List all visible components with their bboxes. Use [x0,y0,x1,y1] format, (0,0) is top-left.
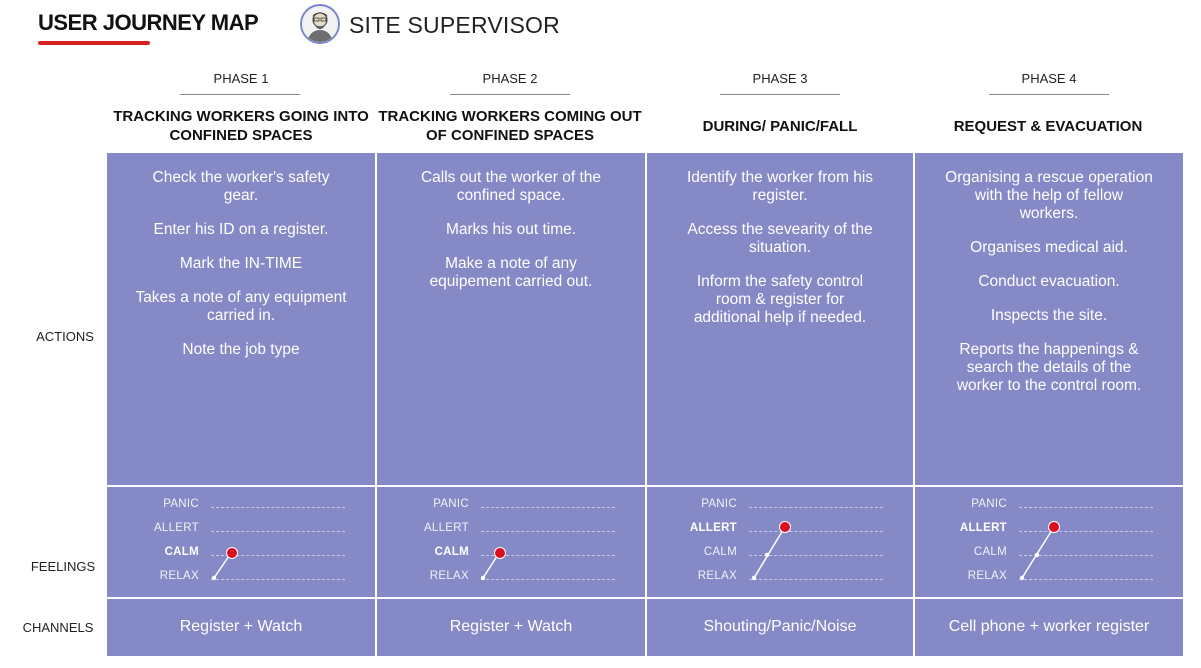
feelings-cell [647,487,913,597]
actions-list [647,153,913,327]
actions-cell [647,153,913,485]
action-item: Inspects the site. [990,307,1108,324]
channel-cell [647,599,913,656]
phase-label: PHASE 2 [482,71,538,86]
page-title: USER JOURNEY MAP [38,10,259,35]
feelings-cell [377,487,645,597]
feeling-level-label: PANIC [971,498,1007,510]
channel-text: Cell phone + worker register [948,618,1150,635]
feeling-level-label: ALLERT [153,522,199,534]
persona-name: SITE SUPERVISOR [349,12,560,38]
phase-title: DURING/ PANIC/FALL [702,117,858,135]
action-item: Conduct evacuation. [978,273,1120,290]
action-item: Calls out the worker of the confined space. [420,169,602,204]
channel-cell [915,599,1183,656]
feelings-cell [915,487,1183,597]
phase-label: PHASE 4 [1021,71,1077,86]
action-item: Takes a note of any equipment carried in. [135,289,347,324]
phase-label: PHASE 3 [752,71,808,86]
action-item: Marks his out time. [445,221,577,238]
feeling-level-label: RELAX [967,570,1007,582]
phase-divider [180,94,300,95]
feeling-marker [377,487,645,597]
phase-title: TRACKING WORKERS COMING OUT OF CONFINED SPACES [378,108,642,144]
action-item: Check the worker's safety gear. [152,169,330,204]
title-underline [38,41,150,45]
actions-list [107,153,375,359]
feeling-level-label: RELAX [429,570,469,582]
feeling-level-label: CALM [973,546,1007,558]
action-item: Reports the happenings & search the details of the worker to the control room. [956,341,1142,394]
action-item: Make a note of any equipement carried out. [429,255,593,290]
phase-label: PHASE 1 [213,71,269,86]
actions-cell [107,153,375,485]
supervisor-avatar-icon [300,4,340,44]
phase-divider [989,94,1109,95]
feeling-marker [647,487,913,597]
action-item: Mark the IN-TIME [179,255,303,272]
action-item: Organises medical aid. [970,239,1128,256]
actions-cell [377,153,645,485]
feeling-level-label: ALLERT [423,522,469,534]
feeling-marker [107,487,375,597]
actions-list [377,153,645,291]
phase-divider [450,94,570,95]
action-item: Organising a rescue operation with the help of fellow workers. [945,169,1153,222]
feeling-level-label: ALLERT [689,522,737,534]
row-label-feelings: FEELINGS [30,559,96,574]
phase-divider [720,94,840,95]
channel-cell [107,599,375,656]
feeling-level-label: CALM [164,546,199,558]
action-item: Enter his ID on a register. [153,221,329,238]
channel-text: Register + Watch [449,618,573,635]
feeling-level-label: PANIC [701,498,737,510]
feeling-level-label: CALM [703,546,737,558]
channel-text: Shouting/Panic/Noise [703,618,857,635]
feeling-level-label: RELAX [159,570,199,582]
feeling-level-label: CALM [434,546,469,558]
channel-text: Register + Watch [179,618,303,635]
action-item: Inform the safety control room & register for additional help if needed. [693,273,867,326]
row-label-actions: ACTIONS [36,329,94,344]
phase-title: TRACKING WORKERS GOING INTO CONFINED SPACES [113,108,369,144]
feeling-level-label: RELAX [697,570,737,582]
actions-list [915,153,1183,395]
channel-cell [377,599,645,656]
actions-cell [915,153,1183,485]
action-item: Note the job type [182,341,300,358]
phase-title: REQUEST & EVACUATION [953,117,1143,135]
feelings-cell [107,487,375,597]
row-label-channels: CHANNELS [22,620,94,635]
action-item: Access the sevearity of the situation. [687,221,873,256]
feeling-level-label: PANIC [433,498,469,510]
action-item: Identify the worker from his register. [686,169,874,204]
feeling-level-label: ALLERT [959,522,1007,534]
feeling-marker [915,487,1183,597]
feeling-level-label: PANIC [163,498,199,510]
